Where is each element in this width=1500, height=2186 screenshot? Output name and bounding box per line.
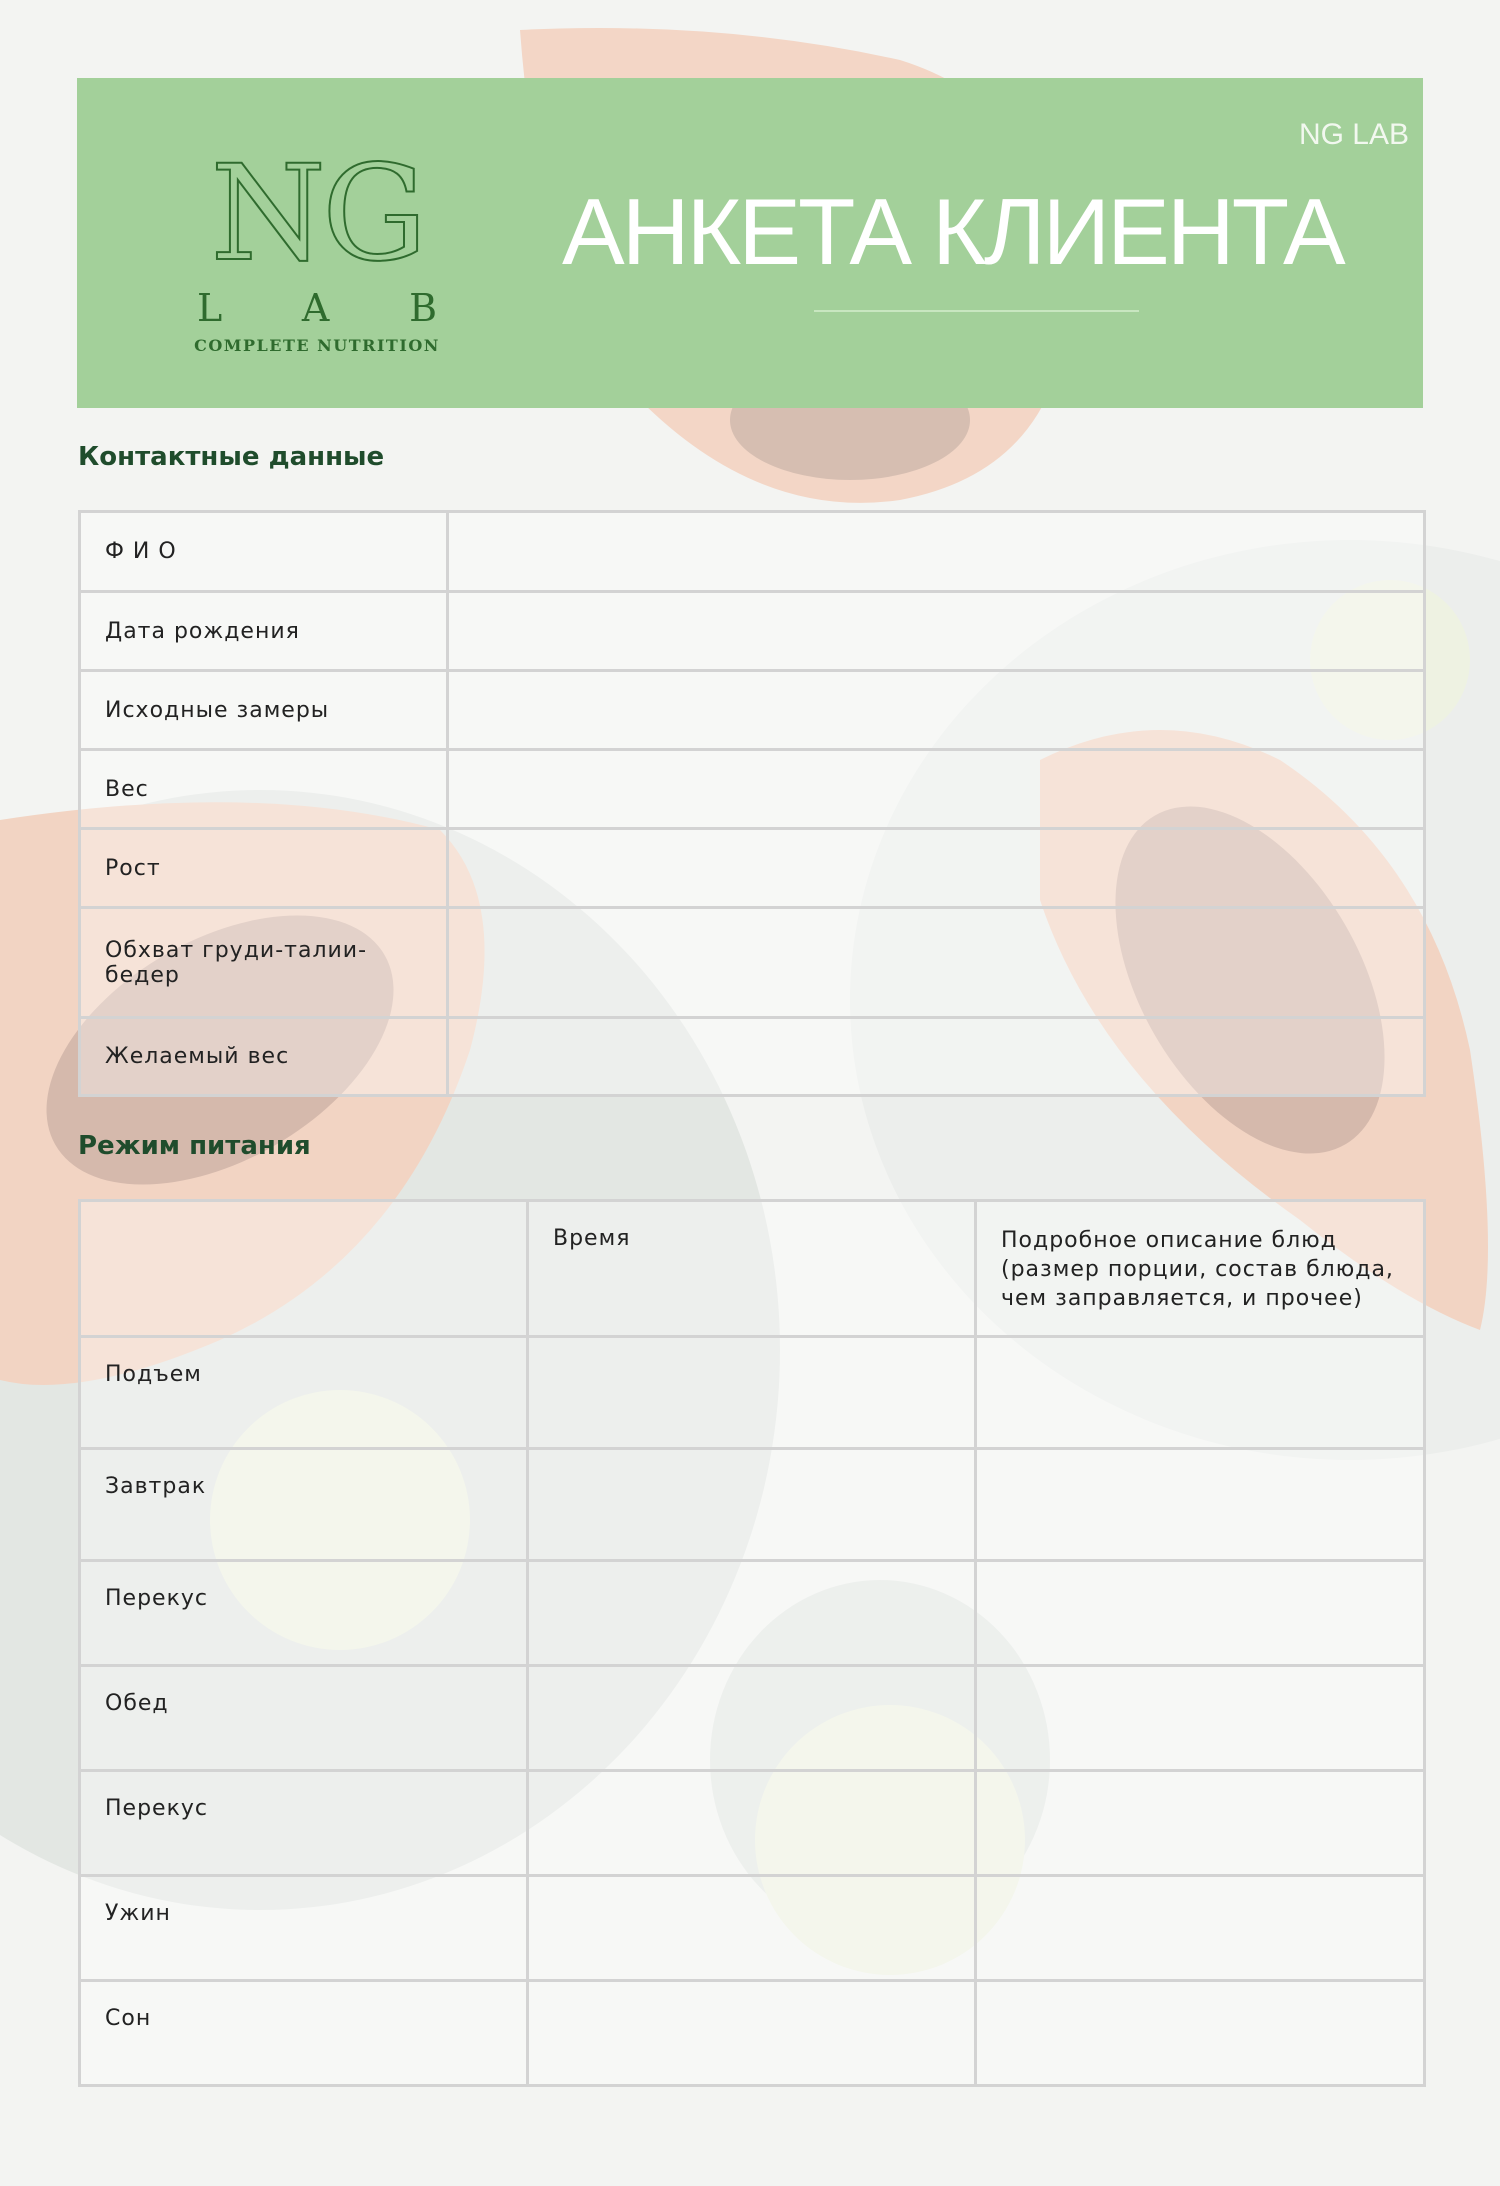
meal-description-cell[interactable] xyxy=(976,1981,1425,2086)
meals-header-empty xyxy=(80,1201,528,1337)
contact-row xyxy=(80,1018,1425,1096)
contact-section-heading: Контактные данные xyxy=(78,442,385,472)
meal-row xyxy=(80,1449,1425,1561)
meal-description-cell[interactable] xyxy=(976,1666,1425,1771)
meal-label: Сон xyxy=(80,1981,528,2086)
meal-label: Завтрак xyxy=(80,1449,528,1561)
meal-row xyxy=(80,1981,1425,2086)
meal-row xyxy=(80,1561,1425,1666)
meal-label: Ужин xyxy=(80,1876,528,1981)
meal-description-cell[interactable] xyxy=(976,1876,1425,1981)
contact-row xyxy=(80,592,1425,671)
logo-letter-b: B xyxy=(409,286,437,330)
contact-value-cell[interactable] xyxy=(448,908,1425,1018)
logo-letter-a: A xyxy=(301,286,330,330)
contact-value-cell[interactable] xyxy=(448,671,1425,750)
contact-row xyxy=(80,671,1425,750)
meals-header-time: Время xyxy=(528,1201,976,1337)
contact-value-cell[interactable] xyxy=(448,512,1425,592)
logo-letter-l: L xyxy=(197,286,223,330)
logo-lab-letters xyxy=(197,286,437,330)
contact-table xyxy=(78,510,1426,1097)
meal-description-cell[interactable] xyxy=(976,1449,1425,1561)
brand-name: NG LAB xyxy=(1298,118,1409,151)
meal-row xyxy=(80,1666,1425,1771)
meal-label: Перекус xyxy=(80,1771,528,1876)
meals-section-heading: Режим питания xyxy=(78,1131,311,1161)
contact-value-cell[interactable] xyxy=(448,1018,1425,1096)
contact-label: Дата рождения xyxy=(80,592,448,671)
meals-header-row xyxy=(80,1201,1425,1337)
meal-time-cell[interactable] xyxy=(528,1876,976,1981)
meal-description-cell[interactable] xyxy=(976,1337,1425,1449)
contact-row xyxy=(80,750,1425,829)
page-title: АНКЕТА КЛИЕНТА xyxy=(562,179,1343,284)
meal-time-cell[interactable] xyxy=(528,1561,976,1666)
logo-ng-letters: NG xyxy=(210,137,424,291)
logo-subtitle: COMPLETE NUTRITION xyxy=(194,336,440,355)
meal-time-cell[interactable] xyxy=(528,1449,976,1561)
contact-row xyxy=(80,512,1425,592)
contact-label: Рост xyxy=(80,829,448,908)
title-divider xyxy=(814,310,1139,312)
contact-label: Желаемый вес xyxy=(80,1018,448,1096)
meal-label: Подъем xyxy=(80,1337,528,1449)
meal-row xyxy=(80,1771,1425,1876)
meal-time-cell[interactable] xyxy=(528,1771,976,1876)
contact-row xyxy=(80,908,1425,1018)
contact-value-cell[interactable] xyxy=(448,829,1425,908)
ng-lab-logo xyxy=(187,137,467,358)
contact-value-cell[interactable] xyxy=(448,750,1425,829)
contact-row xyxy=(80,829,1425,908)
meal-row xyxy=(80,1876,1425,1981)
contact-label: Обхват груди-талии-бедер xyxy=(80,908,448,1018)
contact-value-cell[interactable] xyxy=(448,592,1425,671)
contact-label: Вес xyxy=(80,750,448,829)
meal-description-cell[interactable] xyxy=(976,1771,1425,1876)
contact-label: Ф И О xyxy=(80,512,448,592)
meals-table xyxy=(78,1199,1426,2087)
meals-header-description: Подробное описание блюд (размер порции, состав блюда, чем заправляется, и прочее) xyxy=(976,1201,1425,1337)
meal-label: Перекус xyxy=(80,1561,528,1666)
meal-time-cell[interactable] xyxy=(528,1666,976,1771)
header-banner xyxy=(77,78,1423,408)
meal-time-cell[interactable] xyxy=(528,1337,976,1449)
meal-label: Обед xyxy=(80,1666,528,1771)
meal-row xyxy=(80,1337,1425,1449)
meal-time-cell[interactable] xyxy=(528,1981,976,2086)
contact-label: Исходные замеры xyxy=(80,671,448,750)
meal-description-cell[interactable] xyxy=(976,1561,1425,1666)
